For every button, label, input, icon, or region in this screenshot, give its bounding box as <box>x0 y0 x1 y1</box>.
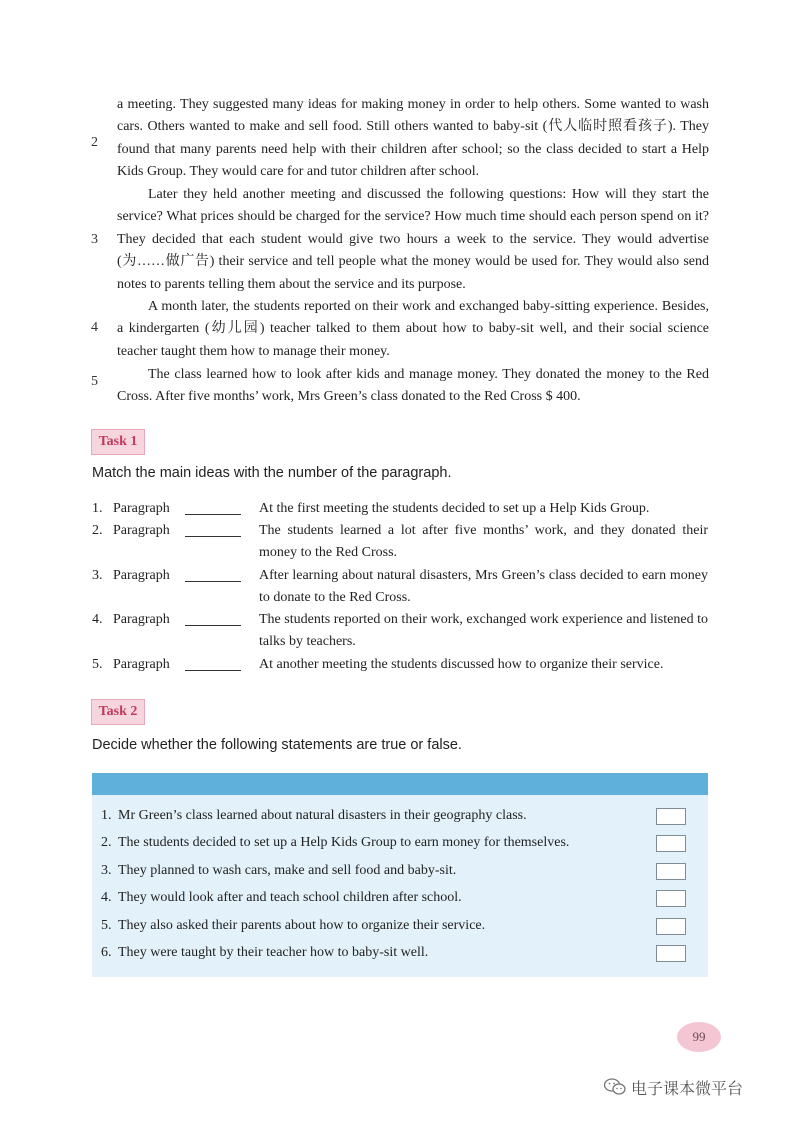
answer-blank[interactable] <box>185 625 241 626</box>
item-number: 2. <box>92 523 103 538</box>
answer-box[interactable] <box>656 835 686 852</box>
paragraph-number: 4 <box>91 320 98 335</box>
answer-box[interactable] <box>656 890 686 907</box>
answer-blank[interactable] <box>185 670 241 671</box>
statement-number: 3. <box>101 863 112 878</box>
answer-box[interactable] <box>656 918 686 935</box>
statement-text: They would look after and teach school children after school. <box>118 890 462 905</box>
wechat-icon <box>603 1077 627 1097</box>
paragraph-number: 2 <box>91 135 98 150</box>
paragraph-label: Paragraph <box>113 612 170 627</box>
answer-box[interactable] <box>656 945 686 962</box>
statement-row <box>101 831 701 858</box>
answer-blank[interactable] <box>185 536 241 537</box>
main-idea: At the first meeting the students decided to set up a Help Kids Group. <box>259 501 650 516</box>
list-item <box>92 609 712 654</box>
statement-row <box>101 914 701 941</box>
list-item <box>92 520 712 565</box>
true-false-panel <box>92 773 708 977</box>
main-idea: After learning about natural disasters, Mrs Green’s class decided to earn money to donate to the Red Cross. <box>259 568 708 606</box>
list-item <box>92 565 712 610</box>
paragraph-3-text: Later they held another meeting and discussed the following questions: How will they start the service? What prices should be charged for the service? How much time should each person spend on it? They decided that each student would give two hours a week to the service. They would advertise (为……做广告) their service and tell people what the money would be used for. They would also send notes to parents telling them about the service and its purpose. <box>117 187 709 292</box>
item-number: 3. <box>92 568 103 583</box>
task-1-label: Task 1 <box>91 429 145 455</box>
main-idea: The students reported on their work, exchanged work experience and listened to talks by teachers. <box>259 612 708 650</box>
paragraph-5-text: The class learned how to look after kids and manage money. They donated the money to the Red Cross. After five months’ work, Mrs Green’s class donated to the Red Cross $ 400. <box>117 367 709 405</box>
watermark-text: 电子课本微平台 <box>631 1078 744 1098</box>
answer-box[interactable] <box>656 863 686 880</box>
task-1-instruction: Match the main ideas with the number of the paragraph. <box>92 465 452 481</box>
panel-header-bar <box>92 773 708 795</box>
answer-blank[interactable] <box>185 581 241 582</box>
statement-row <box>101 804 701 831</box>
statement-text: The students decided to set up a Help Kids Group to earn money for themselves. <box>118 835 570 850</box>
task-2-label: Task 2 <box>91 699 145 725</box>
answer-blank[interactable] <box>185 514 241 515</box>
task-2-instruction: Decide whether the following statements are true or false. <box>92 737 462 753</box>
statement-row <box>101 941 701 968</box>
statement-text: They planned to wash cars, make and sell food and baby-sit. <box>118 863 457 878</box>
item-number: 4. <box>92 612 103 627</box>
statement-number: 5. <box>101 918 112 933</box>
statement-text: They also asked their parents about how to organize their service. <box>118 918 486 933</box>
statement-row <box>101 886 701 913</box>
paragraph-label: Paragraph <box>113 568 170 583</box>
paragraph-2-text: a meeting. They suggested many ideas for making money in order to help others. Some wanted to wash cars. Others wanted to make and sell food. Still others wanted to baby-sit (代人临时照看孩子). They found that many parents need help with their children after school; so the class decided to start a Help Kids Group. They would care for and tutor children after school. <box>117 97 709 180</box>
main-idea: The students learned a lot after five months’ work, and they donated their money to the Red Cross. <box>259 523 708 561</box>
paragraph-label: Paragraph <box>113 501 170 516</box>
paragraph-number: 3 <box>91 232 98 247</box>
statement-number: 2. <box>101 835 112 850</box>
statement-text: Mr Green’s class learned about natural disasters in their geography class. <box>118 808 527 823</box>
paragraph-label: Paragraph <box>113 657 170 672</box>
paragraph-4-text: A month later, the students reported on their work and exchanged baby-sitting experience. Besides, a kindergarten (幼儿园) teacher talked to them about how to baby-sit well, and their social science teacher taught them how to manage their money. <box>117 299 709 359</box>
list-item <box>92 498 712 521</box>
statement-number: 1. <box>101 808 112 823</box>
paragraph-number: 5 <box>91 374 98 389</box>
statement-number: 6. <box>101 945 112 960</box>
page-number: 99 <box>677 1022 721 1052</box>
statement-text: They were taught by their teacher how to baby-sit well. <box>118 945 429 960</box>
statement-number: 4. <box>101 890 112 905</box>
watermark <box>603 1074 743 1100</box>
main-idea: At another meeting the students discussed how to organize their service. <box>259 657 664 672</box>
list-item <box>92 654 712 677</box>
answer-box[interactable] <box>656 808 686 825</box>
paragraph-label: Paragraph <box>113 523 170 538</box>
statement-row <box>101 859 701 886</box>
item-number: 5. <box>92 657 103 672</box>
item-number: 1. <box>92 501 103 516</box>
